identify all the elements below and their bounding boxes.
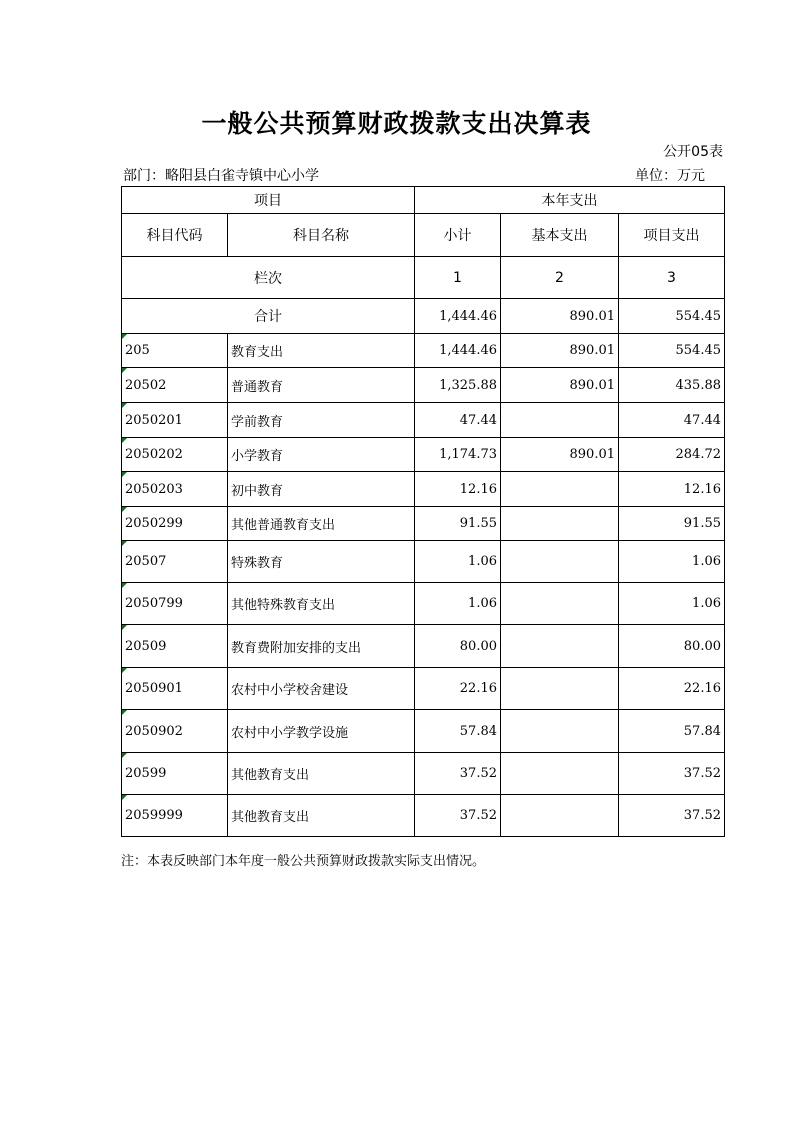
row-name: 特殊教育 <box>228 541 415 583</box>
header-row-2 <box>122 214 725 257</box>
row-subtotal: 91.55 <box>415 507 501 541</box>
row-code: 20502 <box>122 368 228 403</box>
row-basic <box>501 507 619 541</box>
row-project: 91.55 <box>619 507 725 541</box>
expenditure-table <box>121 186 725 837</box>
column-number-3: 3 <box>619 257 725 299</box>
table-row <box>122 438 725 472</box>
row-code: 2059999 <box>122 795 228 837</box>
row-name: 农村中小学教学设施 <box>228 710 415 753</box>
table-row <box>122 507 725 541</box>
row-basic <box>501 625 619 668</box>
table-row <box>122 368 725 403</box>
row-code: 2050299 <box>122 507 228 541</box>
table-row <box>122 403 725 438</box>
row-project: 1.06 <box>619 583 725 625</box>
row-basic <box>501 710 619 753</box>
total-basic: 890.01 <box>501 299 619 334</box>
unit-label: 单位：万元 <box>635 168 705 184</box>
table-row <box>122 472 725 507</box>
row-code: 2050203 <box>122 472 228 507</box>
header-item: 项目 <box>122 187 415 214</box>
row-subtotal: 37.52 <box>415 753 501 795</box>
row-basic <box>501 795 619 837</box>
table-row <box>122 753 725 795</box>
row-code: 2050901 <box>122 668 228 710</box>
column-number-row <box>122 257 725 299</box>
row-project: 47.44 <box>619 403 725 438</box>
form-number: 公开05表 <box>663 144 723 160</box>
row-basic: 890.01 <box>501 368 619 403</box>
header-basic: 基本支出 <box>501 214 619 257</box>
row-project: 554.45 <box>619 334 725 368</box>
row-code: 205 <box>122 334 228 368</box>
total-label: 合计 <box>122 299 415 334</box>
row-subtotal: 1,174.73 <box>415 438 501 472</box>
row-basic <box>501 472 619 507</box>
row-subtotal: 80.00 <box>415 625 501 668</box>
row-subtotal: 57.84 <box>415 710 501 753</box>
column-number-2: 2 <box>501 257 619 299</box>
row-code: 2050799 <box>122 583 228 625</box>
header-row-1 <box>122 187 725 214</box>
table-row <box>122 541 725 583</box>
page-title: 一般公共预算财政拨款支出决算表 <box>201 109 592 138</box>
row-name: 其他普通教育支出 <box>228 507 415 541</box>
row-project: 37.52 <box>619 795 725 837</box>
header-name: 科目名称 <box>228 214 415 257</box>
row-project: 22.16 <box>619 668 725 710</box>
row-project: 1.06 <box>619 541 725 583</box>
row-name: 其他教育支出 <box>228 753 415 795</box>
row-subtotal: 1.06 <box>415 541 501 583</box>
row-subtotal: 37.52 <box>415 795 501 837</box>
row-project: 37.52 <box>619 753 725 795</box>
table-row <box>122 795 725 837</box>
row-project: 284.72 <box>619 438 725 472</box>
header-current-year: 本年支出 <box>415 187 725 214</box>
row-project: 57.84 <box>619 710 725 753</box>
row-code: 20507 <box>122 541 228 583</box>
header-subtotal: 小计 <box>415 214 501 257</box>
row-name: 普通教育 <box>228 368 415 403</box>
row-basic <box>501 668 619 710</box>
row-name: 农村中小学校舍建设 <box>228 668 415 710</box>
total-project: 554.45 <box>619 299 725 334</box>
row-name: 教育费附加安排的支出 <box>228 625 415 668</box>
column-number-1: 1 <box>415 257 501 299</box>
header-code: 科目代码 <box>122 214 228 257</box>
department-label: 部门：略阳县白雀寺镇中心小学 <box>123 168 319 184</box>
row-project: 80.00 <box>619 625 725 668</box>
total-subtotal: 1,444.46 <box>415 299 501 334</box>
row-basic: 890.01 <box>501 438 619 472</box>
row-subtotal: 12.16 <box>415 472 501 507</box>
table-row <box>122 710 725 753</box>
row-subtotal: 1,325.88 <box>415 368 501 403</box>
row-basic <box>501 541 619 583</box>
row-basic: 890.01 <box>501 334 619 368</box>
row-name: 学前教育 <box>228 403 415 438</box>
row-subtotal: 22.16 <box>415 668 501 710</box>
column-label: 栏次 <box>122 257 415 299</box>
row-subtotal: 1,444.46 <box>415 334 501 368</box>
footnote: 注：本表反映部门本年度一般公共预算财政拨款实际支出情况。 <box>121 854 486 869</box>
row-name: 教育支出 <box>228 334 415 368</box>
row-subtotal: 1.06 <box>415 583 501 625</box>
table-row <box>122 668 725 710</box>
row-basic <box>501 403 619 438</box>
row-code: 20509 <box>122 625 228 668</box>
row-basic <box>501 583 619 625</box>
row-name: 小学教育 <box>228 438 415 472</box>
total-row <box>122 299 725 334</box>
row-project: 12.16 <box>619 472 725 507</box>
header-project: 项目支出 <box>619 214 725 257</box>
row-code: 2050202 <box>122 438 228 472</box>
row-basic <box>501 753 619 795</box>
row-subtotal: 47.44 <box>415 403 501 438</box>
table-row <box>122 625 725 668</box>
row-name: 其他教育支出 <box>228 795 415 837</box>
row-project: 435.88 <box>619 368 725 403</box>
table-row <box>122 334 725 368</box>
row-name: 初中教育 <box>228 472 415 507</box>
row-code: 2050201 <box>122 403 228 438</box>
table-row <box>122 583 725 625</box>
row-code: 2050902 <box>122 710 228 753</box>
row-code: 20599 <box>122 753 228 795</box>
row-name: 其他特殊教育支出 <box>228 583 415 625</box>
